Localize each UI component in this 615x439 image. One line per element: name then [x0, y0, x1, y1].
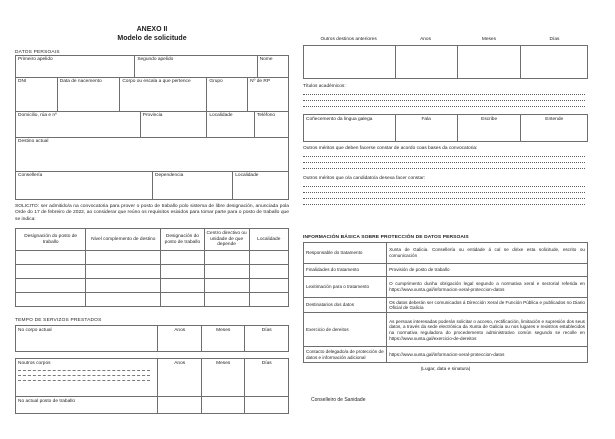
- col-header-designacion-posto: Designación do posto de traballo: [24, 233, 78, 245]
- page-subtitle: Modelo de solicitude: [117, 35, 187, 43]
- outros-destinos-table: [303, 45, 588, 79]
- postos-header-row: [16, 229, 288, 250]
- empty-cell: [157, 397, 201, 413]
- col-header-meses: Meses: [481, 37, 496, 42]
- empty-cell: [249, 265, 288, 278]
- field-telefono: Teléfono: [254, 112, 288, 137]
- field-num-rp: Nº de RP: [247, 78, 288, 111]
- field-data-nacemento: Data de nacemento: [57, 78, 120, 111]
- field-noutros-corpos: [16, 359, 157, 396]
- info-row-value: As persoas interesadas poderán solicitar o acceso, rectificación, limitación e supresión dos seus datos, a través da sede electrónica da Xunta de Galicia ou nos lugares e rexistros establecidos na normativa reguladora do procedemento administrativo común segundo se recolle en https://www.xunta.gal/exercicio-de-dereitos: [386, 313, 587, 346]
- col-header-centro-directivo: Centro directivo ou unidade de que depende: [204, 229, 249, 250]
- info-row-value: Xunta de Galicia. Consellería ou entidade á cal se dirixe esta solicitude, escrito ou comunicación: [386, 243, 587, 263]
- noutros-corpos-label: Noutros corpos: [18, 360, 51, 366]
- empty-cell: [244, 397, 288, 413]
- col-header-entende: Entende: [520, 115, 587, 141]
- table-row: [16, 171, 288, 199]
- field-destino-actual: Destino actual: [18, 139, 49, 145]
- info-row-label: Responsable do tratamento: [306, 250, 363, 256]
- info-row-value: O cumprimento dunha obrigación legal segundo a normativa xeral e sectorial referida en https://www.xunta.gal/informacion-xeral-proteccion-datos: [386, 277, 587, 297]
- proteccion-datos-title: INFORMACIÓN BÁSICA SOBRE PROTECCIÓN DE DATOS PERSOAIS: [303, 235, 469, 240]
- meritos-candidato-label: Outros méritos que o/a candidato/a desexa facer constar:: [303, 176, 426, 181]
- section-tempo-servizos: TEMPO DE SERVIZOS PRESTADOS: [15, 318, 102, 324]
- meritos-bases-label: Outros méritos que deben facerse constar de acordo coas bases da convocatoria:: [303, 146, 478, 151]
- table-row: [16, 326, 288, 351]
- col-header-localidade: Localidade: [249, 229, 288, 250]
- col-header-anos: Anos: [157, 326, 201, 351]
- postos-empty-row: [16, 250, 288, 264]
- col-header-outros-destinos: Outros destinos anteriores: [320, 37, 377, 42]
- empty-cell: [249, 279, 288, 292]
- field-dni: DNI: [18, 79, 27, 85]
- table-row: [304, 276, 587, 297]
- left-column: [15, 0, 289, 414]
- field-primeiro-apelido: Primeiro apelido: [18, 57, 53, 63]
- col-header-dias: Días: [244, 326, 288, 351]
- empty-cell: [204, 265, 249, 278]
- col-header-anos: Anos: [157, 359, 201, 396]
- field-domicilio: Domicilio, rúa e nº: [18, 113, 57, 119]
- info-row-value: https://www.xunta.gal/informacion-xeral-proteccion-datos: [386, 347, 587, 362]
- field-nome: Nome: [257, 56, 288, 77]
- empty-cell: [457, 46, 521, 78]
- col-header-nivel-complemento: Nivel complemento de destino: [85, 229, 160, 250]
- info-row-label: Finalidades do tratamento: [306, 267, 360, 273]
- info-row-label: Exercicio de dereitos: [306, 327, 349, 333]
- table-row: [304, 243, 587, 263]
- empty-cell: [249, 293, 288, 306]
- table-row: [304, 263, 587, 276]
- table-row: [304, 346, 587, 362]
- postos-empty-row: [16, 292, 288, 306]
- empty-cell: [204, 293, 249, 306]
- col-header-meses: Meses: [201, 359, 245, 396]
- addressee-label: Conselleiro de Sanidade: [311, 397, 366, 404]
- field-localidade: Localidade: [206, 112, 254, 137]
- empty-cell: [16, 265, 85, 278]
- outros-destinos-header-row: [303, 37, 588, 45]
- empty-cell: [16, 279, 85, 292]
- postos-empty-row: [16, 278, 288, 292]
- table-row: [304, 297, 587, 312]
- info-row-label: Destinatarios dos datos: [306, 302, 355, 308]
- table-row: [16, 56, 288, 77]
- datos-persoais-table: [15, 55, 289, 200]
- info-row-label: Lexitimación para o tratamento: [306, 284, 370, 290]
- table-row: [16, 396, 288, 413]
- col-header-escribe: Escribe: [457, 115, 521, 141]
- empty-cell: [85, 279, 160, 292]
- table-row: [16, 111, 288, 137]
- empty-cell: [160, 265, 204, 278]
- tempo-corpo-actual-table: [15, 325, 289, 352]
- col-header-fala: Fala: [395, 115, 457, 141]
- form-title-block: [15, 25, 289, 44]
- empty-cell: [160, 293, 204, 306]
- info-row-value: Os datos deberán ser comunicados á Dirección Xeral de Función Pública e publicados no Diario Oficial de Galicia: [386, 298, 587, 312]
- field-no-corpo-actual: No corpo actual: [18, 327, 52, 333]
- field-grupo: Grupo: [206, 78, 247, 111]
- table-row: [16, 359, 288, 396]
- table-row: [304, 312, 587, 346]
- col-header-dias: Días: [244, 359, 288, 396]
- page-title: ANEXO II: [136, 26, 168, 33]
- empty-cell: [304, 46, 395, 78]
- col-header-dias: Días: [549, 37, 560, 42]
- col-header-meses: Meses: [201, 326, 245, 351]
- table-row: [16, 77, 288, 111]
- field-dependencia: Dependencia: [152, 172, 232, 199]
- postos-table: [15, 228, 289, 307]
- signature-hint: (Lugar, data e sinatura): [420, 367, 471, 373]
- empty-cell: [160, 279, 204, 292]
- empty-cell: [85, 251, 160, 264]
- postos-empty-row: [16, 264, 288, 278]
- field-provincia: Provincia: [140, 112, 207, 137]
- field-no-actual-posto: No actual posto de traballo: [18, 398, 76, 404]
- info-row-label: Contacto delegado/a de protección de datos e información adicional: [306, 349, 384, 360]
- table-row: [304, 46, 587, 78]
- empty-cell: [85, 265, 160, 278]
- empty-cell: [249, 251, 288, 264]
- field-localidade-2: Localidade: [232, 172, 288, 199]
- col-header-designacion-posto-2: Designación do posto de traballo: [160, 229, 204, 250]
- fill-line: [18, 376, 150, 381]
- fill-line: [303, 199, 585, 205]
- empty-cell: [204, 279, 249, 292]
- field-segundo-apelido: Segundo apelido: [134, 56, 256, 77]
- empty-cell: [160, 251, 204, 264]
- right-column: [303, 0, 588, 403]
- empty-cell: [16, 251, 85, 264]
- empty-cell: [395, 46, 457, 78]
- lingua-galega-table: [303, 114, 588, 142]
- table-row: [304, 115, 587, 141]
- fill-line: [303, 101, 585, 107]
- titulos-academicos-label: Títulos académicos:: [303, 84, 346, 89]
- proteccion-datos-table: [303, 242, 588, 363]
- info-row-value: Provisión de posto de traballo: [386, 264, 587, 276]
- col-header-anos: Anos: [420, 37, 431, 42]
- empty-cell: [16, 293, 85, 306]
- field-lingua-galega: Coñecemento da lingua galega: [306, 116, 373, 122]
- section-datos-persoais: DATOS PERSOAIS: [15, 49, 60, 55]
- tempo-outros-corpos-table: [15, 358, 289, 414]
- table-row: [16, 137, 288, 171]
- empty-cell: [520, 46, 587, 78]
- field-corpo-escala: Corpo ou escala a que pertence: [119, 78, 206, 111]
- empty-cell: [204, 251, 249, 264]
- solicito-paragraph: SOLICITO: ser admitido/a na convocatoria para prover o posto de traballo polo sistema de libre designación, anunciada pola Orde do 17 de febreiro de 2022, ao considerar que reúno os requisitos esixidos para tomar parte para o posto de traballo que se indica:: [15, 203, 289, 222]
- empty-cell: [85, 293, 160, 306]
- field-conselleria: Consellería: [18, 173, 43, 179]
- empty-cell: [201, 397, 245, 413]
- fill-line: [303, 163, 585, 169]
